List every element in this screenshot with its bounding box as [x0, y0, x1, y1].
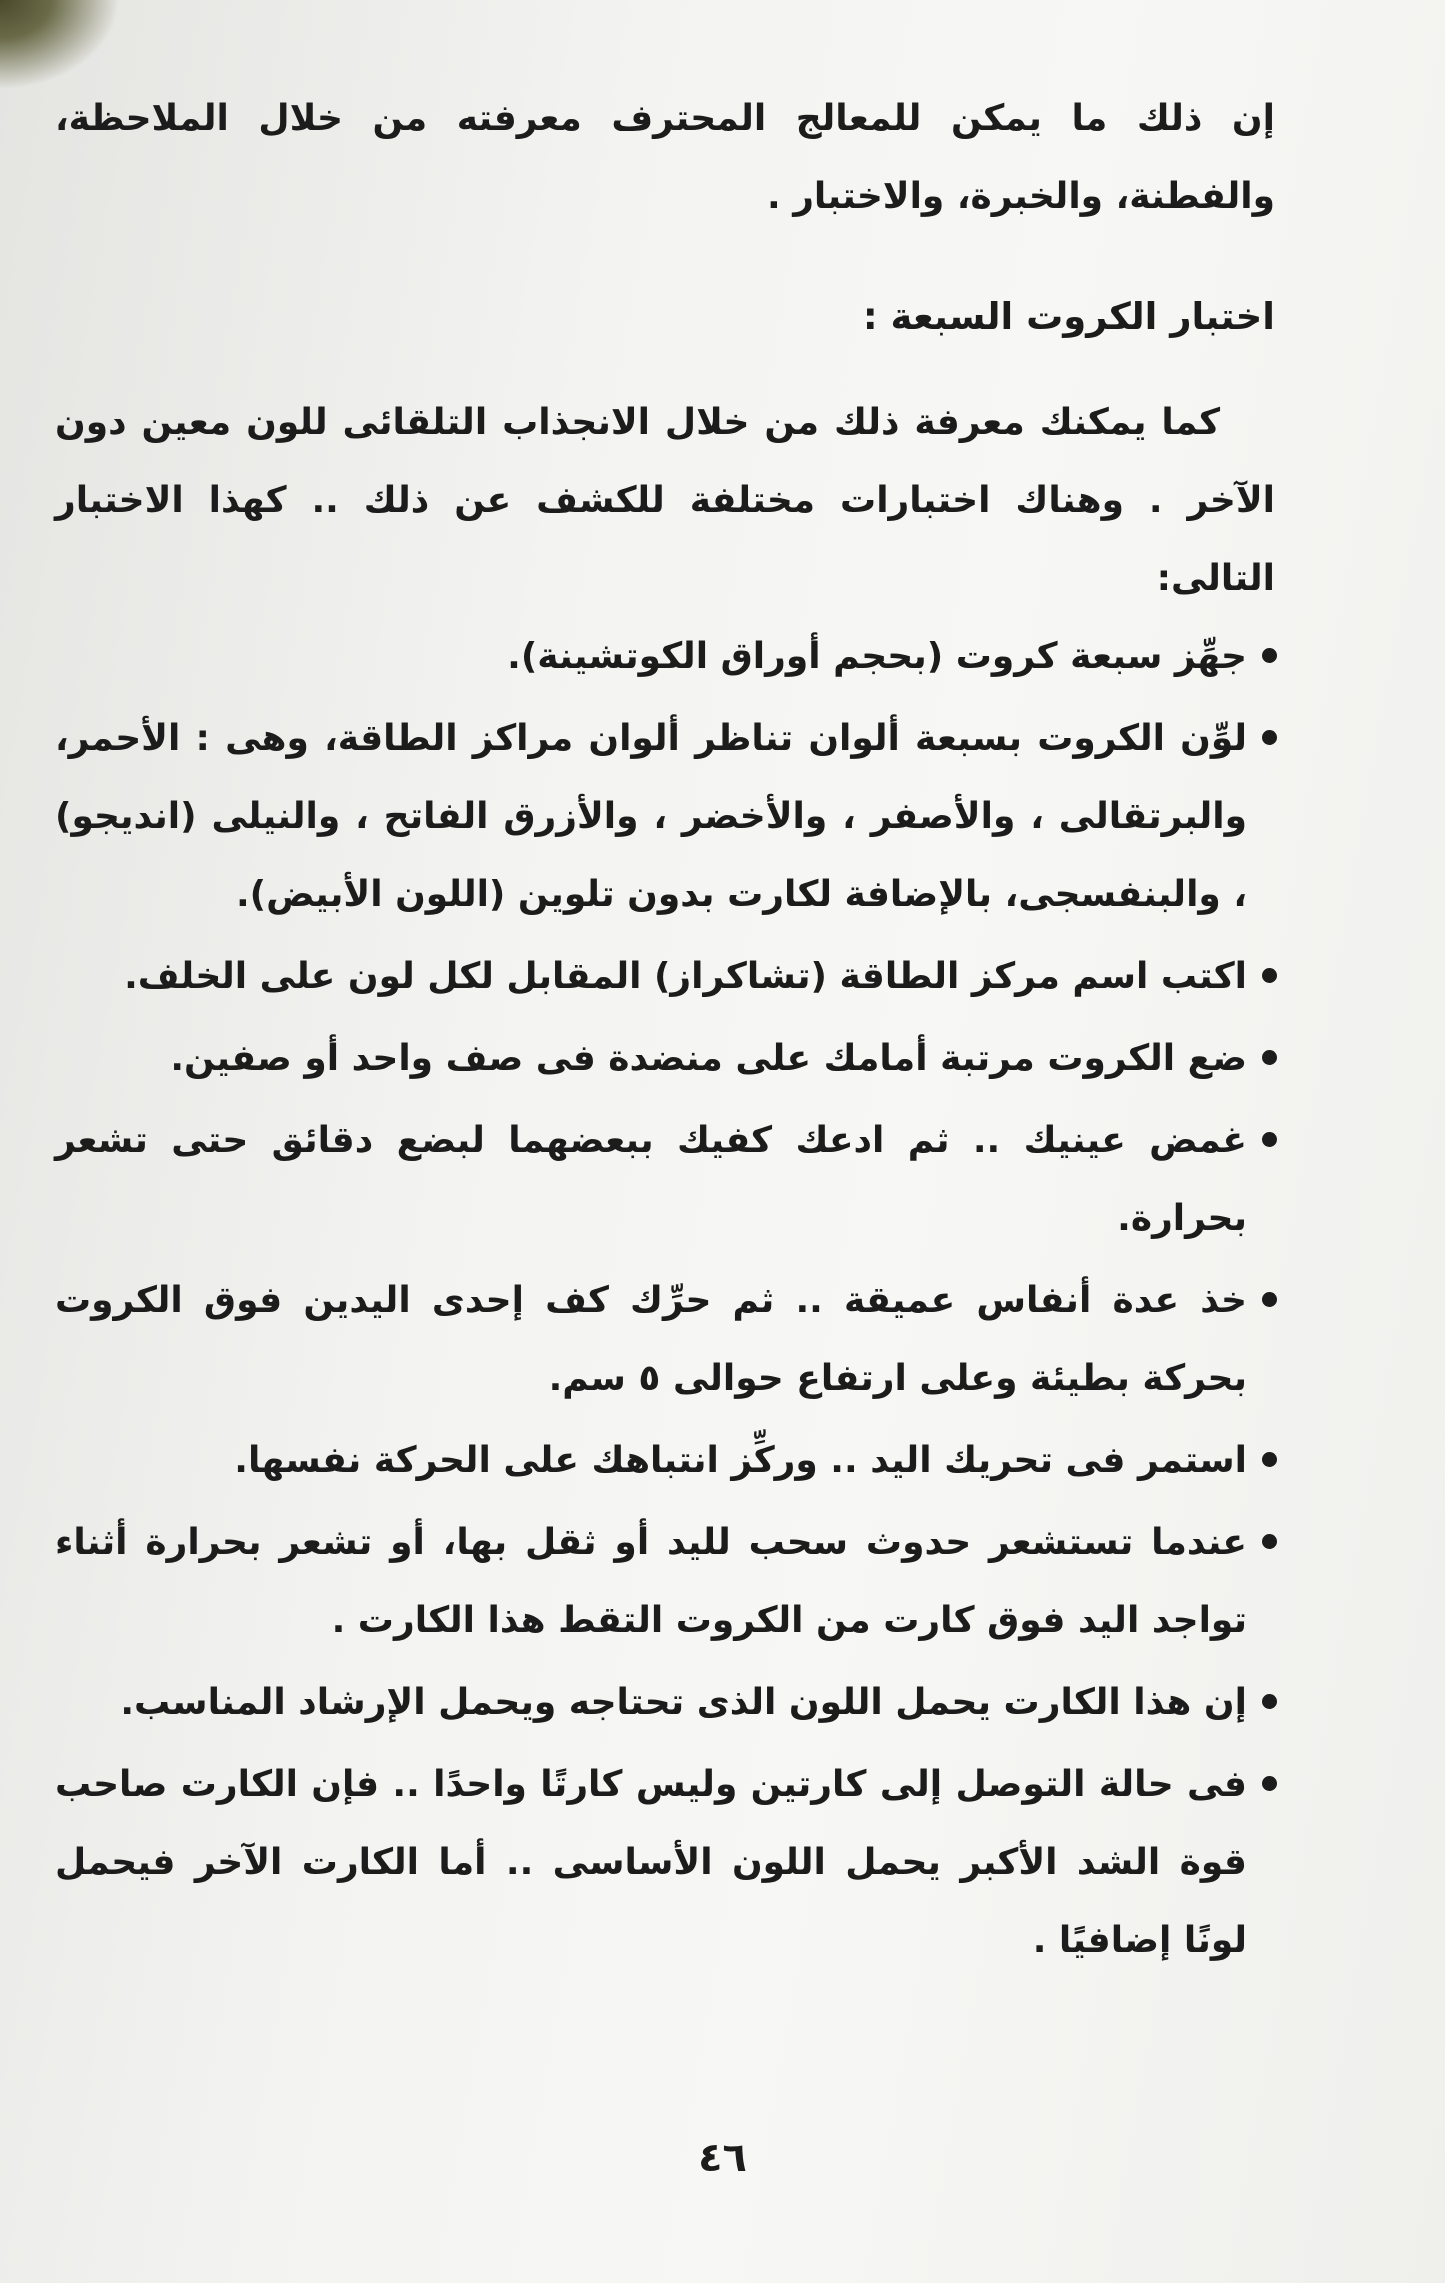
bullet-icon — [1262, 1776, 1277, 1791]
bullet-icon — [1262, 1050, 1277, 1065]
bullet-icon — [1262, 648, 1277, 663]
list-item — [55, 1020, 1275, 1098]
page-body — [55, 80, 1275, 1984]
list-item — [55, 618, 1275, 696]
list-item-text: خذ عدة أنفاس عميقة .. ثم حرِّك كف إحدى اليدين فوق الكروت بحركة بطيئة وعلى ارتفاع حوالى ٥ سم. — [55, 1280, 1247, 1399]
list-item-text: غمض عينيك .. ثم ادعك كفيك ببعضهما لبضع دقائق حتى تشعر بحرارة. — [55, 1120, 1247, 1239]
list-item — [55, 700, 1275, 934]
bullet-icon — [1262, 1694, 1277, 1709]
list-item-text: لوِّن الكروت بسبعة ألوان تناظر ألوان مراكز الطاقة، وهى : الأحمر، والبرتقالى ، والأصفر ، والأخضر ، والأزرق الفاتح ، والنيلى (انديجو) ، والبنفسجى، بالإضافة لكارت بدون تلوين (اللون الأبيض). — [55, 718, 1247, 915]
bullet-icon — [1262, 968, 1277, 983]
list-item — [55, 1664, 1275, 1742]
list-item-text: ضع الكروت مرتبة أمامك على منضدة فى صف واحد أو صفين. — [170, 1038, 1247, 1079]
bullet-icon — [1262, 730, 1277, 745]
list-item-text: جهِّز سبعة كروت (بحجم أوراق الكوتشينة). — [507, 636, 1247, 677]
bullet-icon — [1262, 1452, 1277, 1467]
list-item — [55, 1746, 1275, 1980]
list-item — [55, 1102, 1275, 1258]
list-item-text: استمر فى تحريك اليد .. وركِّز انتباهك على الحركة نفسها. — [234, 1440, 1247, 1481]
list-item-text: عندما تستشعر حدوث سحب لليد أو ثقل بها، أو تشعر بحرارة أثناء تواجد اليد فوق كارت من الكروت التقط هذا الكارت . — [55, 1522, 1247, 1641]
list-item — [55, 1504, 1275, 1660]
intro-paragraph: إن ذلك ما يمكن للمعالج المحترف معرفته من خلال الملاحظة، والفطنة، والخبرة، والاختبار . — [55, 98, 1275, 217]
list-item-text: إن هذا الكارت يحمل اللون الذى تحتاجه ويحمل الإرشاد المناسب. — [120, 1682, 1247, 1723]
bullet-icon — [1262, 1292, 1277, 1307]
page-number: ٤٦ — [698, 2135, 747, 2181]
bullet-icon — [1262, 1534, 1277, 1549]
list-item — [55, 1422, 1275, 1500]
page-corner-shadow — [0, 0, 120, 90]
list-item — [55, 938, 1275, 1016]
list-item-text: فى حالة التوصل إلى كارتين وليس كارتًا واحدًا .. فإن الكارت صاحب قوة الشد الأكبر يحمل اللون الأساسى .. أما الكارت الآخر فيحمل لونًا إضافيًا . — [55, 1764, 1247, 1961]
bullet-icon — [1262, 1132, 1277, 1147]
list-item-text: اكتب اسم مركز الطاقة (تشاكراز) المقابل لكل لون على الخلف. — [124, 956, 1247, 997]
list-item — [55, 1262, 1275, 1418]
instruction-list — [55, 618, 1275, 1980]
section-heading: اختبار الكروت السبعة : — [862, 295, 1275, 338]
lead-paragraph: كما يمكنك معرفة ذلك من خلال الانجذاب التلقائى للون معين دون الآخر . وهناك اختبارات مختلفة للكشف عن ذلك .. كهذا الاختبار التالى: — [55, 402, 1275, 599]
